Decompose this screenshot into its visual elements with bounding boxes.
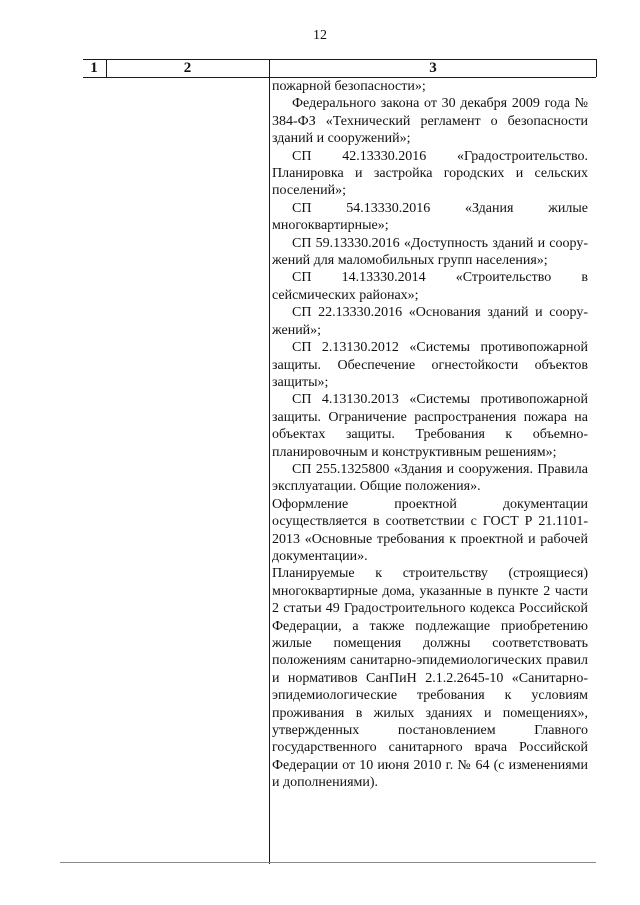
paragraph-sp-42: СП 42.13330.2016 «Градостроительство. Планировка и застройка городских и сельских поселений»; bbox=[272, 148, 588, 199]
paragraph-sp-2-13130: СП 2.13130.2012 «Системы противопожарной защиты. Обеспечение огнестойкости объектов защиты»; bbox=[272, 340, 588, 390]
paragraph-sp-255: СП 255.1325800 «Здания и сооружения. Правила эксплуатации. Общие положения». bbox=[272, 461, 588, 495]
paragraph-gost-documentation: Оформление проектной документации осуществляется в соответствии с ГОСТ Р 21.1101-2013 «Основные требования к проектной и рабочей документации». bbox=[272, 496, 588, 564]
paragraph-sp-22: СП 22.13330.2016 «Основания зданий и соору-жений»; bbox=[272, 305, 588, 338]
paragraph-sp-59: СП 59.13330.2016 «Доступность зданий и соору-жений для маломобильных групп населения»; bbox=[272, 235, 588, 269]
column-1-header: 1 bbox=[90, 60, 98, 76]
page-number: 12 bbox=[313, 28, 327, 43]
paragraph-fire-safety-tail: пожарной безопасности»; bbox=[272, 79, 426, 94]
column-3-content bbox=[272, 78, 588, 792]
table-right-border bbox=[596, 59, 597, 77]
column-divider-1-2 bbox=[106, 59, 107, 77]
page-bottom-rule bbox=[60, 862, 596, 863]
column-3-header: 3 bbox=[429, 60, 437, 76]
paragraph-sanpin-requirements: Планируемые к строительству (строящиеся) многоквартирные дома, указанные в пункте 2 части 2 статьи 49 Градостроительного кодекса Российской Федерации, а также подлежащие приобретению жилые помещения должны соответствовать положениям санитарно-эпидемиологических правил и нормативов СанПиН 2.1.2.2645-10 «Санитарно-эпидемиологические требования к условиям проживания в жилых зданиях и помещениях», утвержденных постановлением Главного государственного санитарного врача Российской Федерации от 10 июня 2010 г. № 64 (с изменениями и дополнениями). bbox=[272, 566, 588, 791]
paragraph-sp-54: СП 54.13330.2016 «Здания жилые многоквартирные»; bbox=[272, 200, 588, 234]
paragraph-sp-4-13130: СП 4.13130.2013 «Системы противопожарной защиты. Ограничение распространения пожара на объектах защиты. Требования к объемно-планировочным и конструктивным решениям»; bbox=[272, 392, 588, 460]
column-divider-2-3 bbox=[269, 59, 270, 864]
column-2-header: 2 bbox=[183, 60, 192, 76]
paragraph-sp-14: СП 14.13330.2014 «Строительство в сейсмических районах»; bbox=[272, 270, 588, 303]
table-header-row bbox=[83, 59, 596, 78]
paragraph-federal-law-384: Федерального закона от 30 декабря 2009 года № 384-ФЗ «Технический регламент о безопасности зданий и сооружений»; bbox=[272, 96, 588, 147]
